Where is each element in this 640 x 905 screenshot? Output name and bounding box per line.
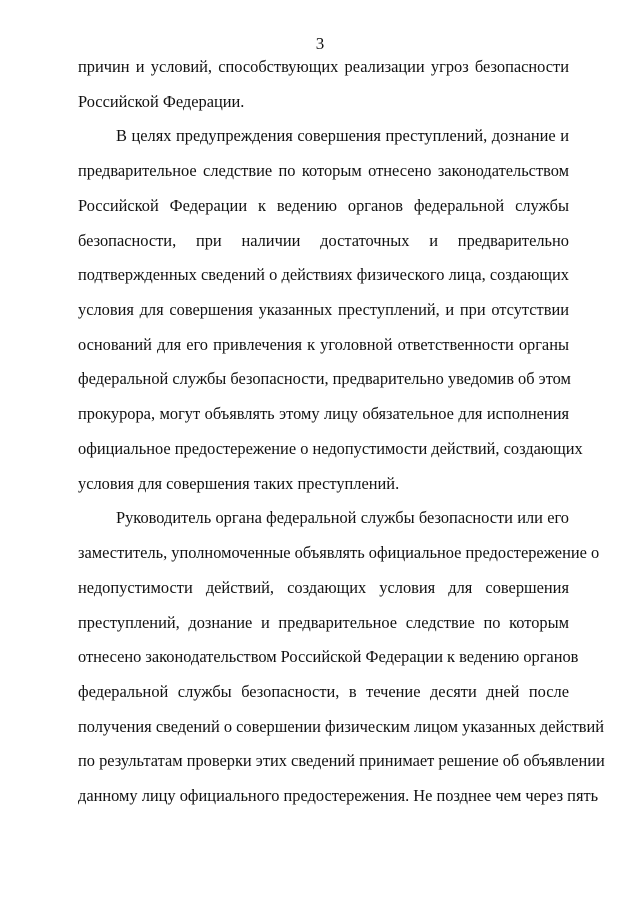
page-number: 3 (315, 34, 325, 53)
text-line: отнесено законодательством Российской Федерации к ведению органов (78, 647, 579, 667)
text-line: причин и условий, способствующих реализации угроз безопасности (78, 57, 569, 76)
paragraph-3 (78, 501, 605, 813)
text-line: Российской Федерации. (78, 91, 245, 111)
text-line: заместитель, уполномоченные объявлять официальное предостережение о (78, 543, 600, 563)
text-line: федеральной службы безопасности, предварительно уведомив об этом (78, 369, 571, 389)
text-line: безопасности, при наличии достаточных и предварительно (78, 230, 569, 250)
text-line: оснований для его привлечения к уголовной ответственности органы (78, 334, 569, 354)
paragraph-2 (78, 119, 583, 501)
text-line: официальное предостережение о недопустимости действий, создающих (78, 438, 583, 458)
text-line: данному лицу официального предостережения. Не позднее чем через пять (78, 786, 599, 806)
text-line: преступлений, дознание и предварительное следствие по которым (78, 612, 569, 632)
text-line: Российской Федерации к ведению органов федеральной службы (78, 195, 569, 215)
text-line: подтвержденных сведений о действиях физического лица, создающих (78, 265, 569, 285)
text-line: получения сведений о совершении физическим лицом указанных действий (78, 716, 605, 736)
text-line: по результатам проверки этих сведений принимает решение об объявлении (78, 751, 605, 771)
text-line: В целях предупреждения совершения преступлений, дознание и (116, 126, 569, 146)
text-line: Руководитель органа федеральной службы безопасности или его (116, 508, 569, 528)
document-body (78, 50, 605, 814)
text-line: условия для совершения таких преступлений. (78, 473, 400, 493)
paragraph-1 (78, 50, 569, 119)
text-line: предварительное следствие по которым отнесено законодательством (78, 161, 569, 181)
text-line: федеральной службы безопасности, в течение десяти дней после (78, 681, 569, 701)
text-line: условия для совершения указанных преступлений, и при отсутствии (78, 300, 569, 320)
text-line: недопустимости действий, создающих условия для совершения (78, 577, 569, 597)
text-line: прокурора, могут объявлять этому лицу обязательное для исполнения (78, 404, 569, 424)
